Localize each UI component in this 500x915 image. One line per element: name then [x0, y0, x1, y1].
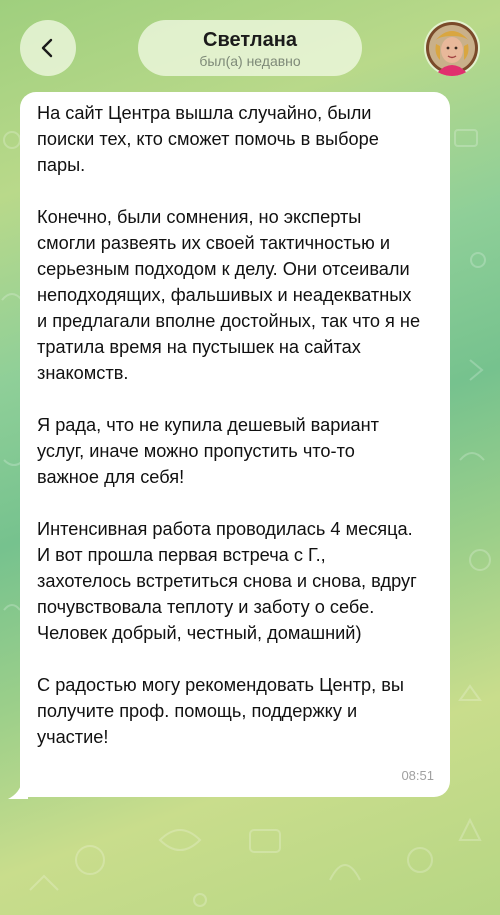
contact-name: Светлана	[203, 29, 297, 51]
avatar-photo	[424, 20, 480, 76]
back-button[interactable]	[20, 20, 76, 76]
message-bubble[interactable]	[20, 92, 450, 797]
chat-header	[0, 0, 500, 96]
message-text: На сайт Центра вышла случайно, были поиски тех, кто сможет помочь в выборе пары. Конечно, были сомнения, но эксперты смогли развеять их своей тактичностью и серьезным подходом к делу. Они отсеивали неподходящих, фальшивых и неадекватных и предлагали вполне достойных, так что я не тратила время на пустышек на сайтах знакомств. Я рада, что не купила дешевый вариант услуг, иначе можно пропустить что-то важное для себя! Интенсивная работа проводилась 4 месяца. И вот прошла первая встреча с Г., захотелось встретиться снова и снова, вдруг почувствовала теплоту и заботу о себе. Человек добрый, честный, домашний) С радостью могу рекомендовать Центр, вы получите проф. помощь, поддержку и участие!	[37, 103, 421, 747]
message-time: 08:51	[401, 768, 434, 783]
chevron-left-icon	[37, 37, 59, 59]
contact-avatar[interactable]	[424, 20, 480, 76]
contact-status: был(а) недавно	[199, 53, 301, 69]
contact-info[interactable]	[138, 20, 362, 76]
